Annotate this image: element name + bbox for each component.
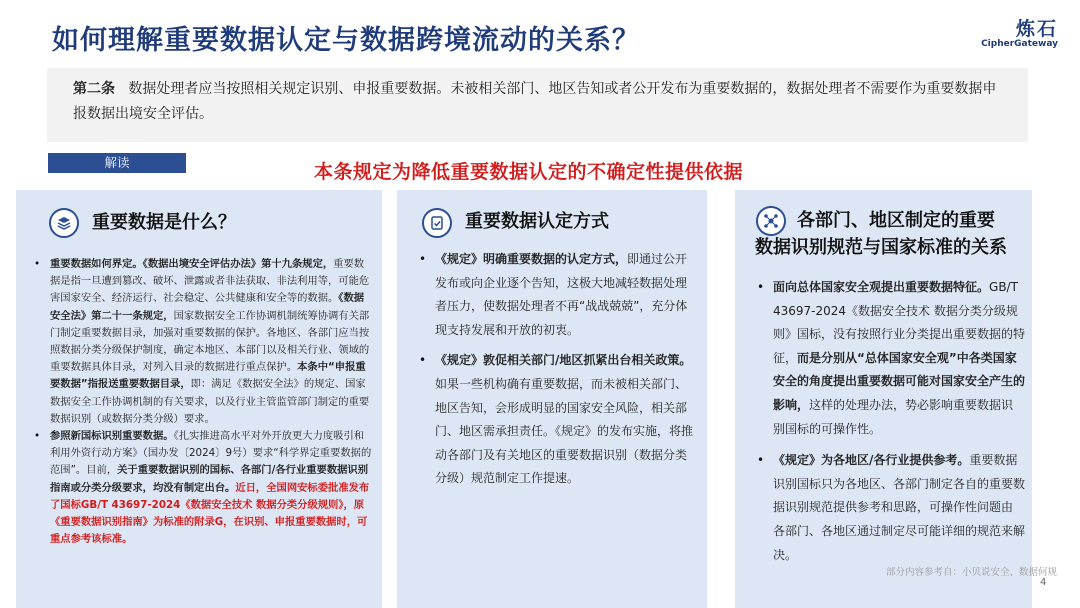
page-number: 4 [1040, 577, 1047, 588]
body-text: 重要数据识别国标只为各地区、各部门制定各自的重要数据识别规范提供参考和思路， [773, 453, 1026, 515]
card-standards-relation [735, 190, 1032, 608]
source-note: 部分内容参考自：小贝说安全、数据何规 [886, 567, 1058, 578]
body-text: 如果一些机构确有重要数据，而未被相关部门、地区告知，会形成明显的国家安全风险，相关部门、地区需承担责任。《规定》的发布实施，将推动各部门及有关地区的重要数据识别（数据分类分级）规范制定工作提速。 [435, 376, 694, 486]
bold-text: 参照新国标识别重要数据。 [50, 430, 174, 443]
article-box [47, 68, 1028, 142]
card-list [435, 248, 693, 498]
list-item [773, 276, 1025, 441]
bold-text: 重要数据如何界定。《数据出境安全评估办法》第十九条规定， [50, 258, 334, 270]
body-text: 即通过公开发布或向企业逐个告知，这极大地减轻数据处理者压力，使数据处理者不再“战战兢兢”，充分体现支持发展和开放的初衷。 [435, 252, 688, 337]
body-text: GB/T 43697-2024《数据安全技术 数据分类分级规则》国标，没有按照行业分类提出重要数据的特征， [773, 280, 1026, 365]
bold-text: 关于重要数据识别的国标、各部门/各行业重要数据识别指南或分类分级要求，均没有制定出台。 [50, 464, 369, 494]
highlight-text: 近日，全国网安标委批准发布了国标GB/T 43697-2024《数据安全技术 数据分类分级规则》，原《重要数据识别指南》为标准的附录G，在识别、申报重要数据时，可重点参考该标准。 [50, 481, 370, 546]
list-item [435, 349, 693, 491]
document-check-icon [422, 208, 452, 238]
body-text: 重要数据是指一旦遭到篡改、破坏、泄露或者非法获取、非法利用等，可能危害国家安全、经济运行、社会稳定、公共健康和安全等的数据。 [50, 258, 370, 305]
company-logo [981, 14, 1058, 49]
bold-text: 而是分别从“总体国家安全观”中各类国家安全的角度提出重要数据可能对国家安全产生的影响， [773, 350, 1026, 412]
card-title: 重要数据是什么？ [92, 212, 236, 233]
card-identification-method [397, 190, 707, 608]
card-title-line: 数据识别规范与国家标准的关系 [755, 237, 1007, 258]
bold-text: 本条中“申报重要数据”指报送重要数据目录， [50, 361, 366, 391]
bold-text: 《规定》为各地区/各行业提供参考。 [773, 453, 970, 468]
share-nodes-icon [756, 206, 786, 236]
bold-text: 《数据安全法》第二十一条规定， [50, 292, 365, 322]
card-title-line: 各部门、地区制定的重要 [797, 210, 995, 231]
body-text: 《扎实推进高水平对外开放更大力度吸引和利用外资行动方案》（国办发〔2024〕9号）要求“科学界定重要数据的范围”。目前， [50, 430, 372, 477]
card-title [755, 234, 1007, 261]
list-item [50, 428, 372, 548]
page-title: 如何理解重要数据认定与数据跨境流动的关系？ [52, 25, 640, 56]
list-item [773, 449, 1025, 567]
layers-icon [49, 208, 79, 238]
card-title [797, 207, 995, 234]
headline: 本条规定为降低重要数据认定的不确定性提供依据 [314, 161, 744, 183]
article-label: 第二条 [73, 81, 115, 97]
bold-text: 面向总体国家安全观提出重要数据特征。 [773, 280, 990, 294]
body-text: 可操作性问题由各部门、各地区通过制定尽可能详细的规范来解决。 [773, 500, 1026, 562]
body-text: 国家数据安全工作协调机制统筹协调有关部门制定重要数据目录，加强对重要数据的保护。各地区、各部门应当按照数据分类分级保护制度，确定本地区、本部门以及相关行业、领域的重要数据具体目录，对列入目录的数据进行重点保护。 [50, 309, 370, 374]
bold-text: 《规定》敦促相关部门/地区抓紧出台相关政策。 [435, 353, 692, 368]
logo-en: CipherGateway [981, 39, 1058, 49]
body-text: 即：满足《数据安全法》的规定、国家数据安全工作协调机制的有关要求，以及行业主管监管部门制定的重要数据识别（或数据分类分级）要求。 [50, 378, 370, 425]
card-list [50, 256, 372, 548]
card-title: 重要数据认定方式 [465, 211, 609, 232]
article-text: 数据处理者应当按照相关规定识别、申报重要数据。未被相关部门、地区告知或者公开发布为重要数据的，数据处理者不需要作为重要数据申报数据出境安全评估。 [73, 81, 997, 122]
card-list [773, 276, 1025, 575]
bold-text: 《规定》明确重要数据的认定方式， [435, 252, 628, 266]
card-what-is-important-data [16, 190, 382, 608]
list-item [50, 256, 372, 428]
list-item [435, 248, 693, 342]
body-text: 这样的处理办法，势必影响重要数据识别国标的可操作性。 [773, 397, 1014, 436]
interpretation-tag: 解读 [48, 153, 186, 173]
logo-cn: 炼石 [1015, 18, 1058, 40]
